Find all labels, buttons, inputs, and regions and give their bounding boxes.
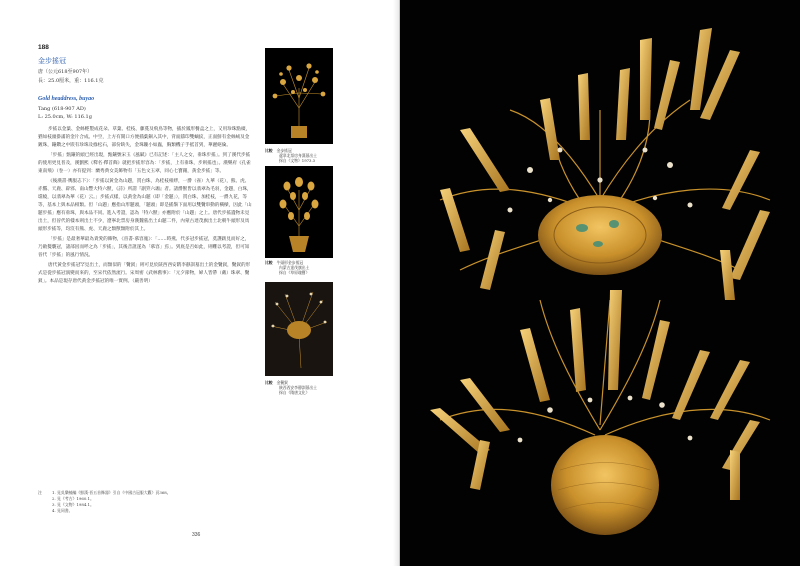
page-folio: 336 bbox=[192, 532, 201, 538]
caption-line: 遼寧北票房身漢墓出土 bbox=[279, 153, 317, 159]
size-en: L: 25.0cm, W: 116.1g bbox=[38, 114, 92, 120]
right-page bbox=[400, 0, 800, 566]
dynasty-en: Tang (618-907 AD) bbox=[38, 106, 86, 112]
dynasty-zh: 唐（公元618至907年） bbox=[38, 69, 93, 75]
footnotes bbox=[38, 490, 268, 514]
comparison-image-3 bbox=[265, 282, 333, 376]
caption-line: 採自《隋唐文化》 bbox=[279, 390, 310, 396]
footnote: 1. 見吳樂楠編《鮮漢·晉五首飾器》引自《中國古冠服大觀》頁368。 bbox=[52, 490, 171, 495]
object-title-zh: 金步搖冠 bbox=[38, 57, 66, 65]
caption-line: 採自《文物》1973.3 bbox=[279, 158, 316, 164]
headdress-back-view bbox=[430, 290, 770, 535]
caption-3 bbox=[265, 380, 317, 396]
paragraph: 步搖以金葉、金絲輕製成花朵、草葉、桂枝、藤蔓及飛鳥等物，插於鳳形餐盒之上，又用珍珠點綴，猶如枝頭掛滿的金片合成。中空，上方有開口方便插葉銅入其中，背面鑄印雙螭紋，正面鮮有金絲絨及金鍍珠，鑲鑽之中嵌有珍珠及綠松石，部份缺失，金珠鏤小如蟲，胸類機子手抵首到，華麗絕倫。 bbox=[38, 127, 251, 148]
footnote: 3. 見《文物》1984.1。 bbox=[52, 502, 94, 507]
footnote: 4. 見同書。 bbox=[52, 508, 73, 513]
object-title-en: Gold headdress, buyao bbox=[38, 96, 95, 102]
caption-label: 比較 bbox=[265, 260, 273, 265]
paragraph: 「步搖」是最奢華最為貴愛的飾物，《晉書·慕容廆》：「……時燕、代多冠步搖冠，莫護跋見而好之，乃斂髮襲冠，諸部因而呼之為「步搖」，其後音訛遂為「慕容」焉」。到底是否如此，則難以考證，但可知晉代「步搖」的風行情況。 bbox=[38, 237, 250, 258]
caption-line: 內蒙古達茂旗出土 bbox=[279, 265, 310, 271]
paragraph: 《後漢書·輿服志下》：「步搖以黃金為山題，貫白珠，為桂枝相繆，一爵（雀）九華（花），熊、虎、赤羆、天鹿、辟邪、南山豐大特六獸，《詩》所謂『副笄六珈』者。諸爵獸皆以翡翠為毛羽，金題，白珠，璫繞，以翡翠為華（花）云。」步搖式樣，以黃金為山題（即「金題」），貫白珠，加桂枝，一爵九花，等等，基本上與本品相類。但「山題」應指山形題頭，「題頭」即是插鬚下面用以雙鬢串動的橫樑，因此「山題步搖」應有垂珠，與本品不同。進入考證，認為「特六獸」亦應附於「山題」之上。唐代步搖遺物未見出土，但晉代的樣本則出土不少，遼寧北票房身漢魏墓出土山題二件，內蒙古達茂旗出土北朝牛頭形及馬頭形步搖等，均沒有熊、虎、天鹿之類獸類附於其上。 bbox=[38, 179, 252, 232]
caption-2 bbox=[265, 260, 309, 276]
paragraph: 「步搖」甄鑲的頭已經出現，甄鑲號宋玉《風賦》已有記述：「主人之女，垂珠步搖」。到了漢代步搖的使用更見普及，漢劉熙《釋名·釋首飾》就把步搖形容為：「步搖，上有垂珠，步則搖也」。漢樂府《孔雀東南飛》（卷一）亦有提到：蘭秀典女美飾物有「五色文玉翠，同心七寶鈿，黃金步搖」等。 bbox=[38, 153, 251, 174]
gold-headdress-photo bbox=[400, 0, 800, 566]
caption-line: 牛頭形金步搖冠 bbox=[276, 260, 304, 265]
caption-1 bbox=[265, 148, 317, 164]
caption-label: 比較 bbox=[265, 380, 273, 385]
caption-line: 金鬢釵 bbox=[276, 380, 288, 385]
comparison-image-1 bbox=[265, 48, 333, 144]
caption-line: 陝西西安李靜訓墓出土 bbox=[279, 385, 317, 391]
caption-line: 金步搖冠 bbox=[276, 148, 292, 153]
gold-leaf-tree-illustration bbox=[265, 166, 333, 258]
gold-hairpin-illustration bbox=[265, 282, 333, 376]
comparison-image-2 bbox=[265, 166, 333, 258]
headdress-front-view bbox=[440, 28, 770, 300]
size-zh: 長：25.0厘米，重：116.1克 bbox=[38, 78, 104, 84]
paragraph: 唐代黃金步搖冠罕見出土，而類似的「鬢釵」則可見於陝西西安隋李靜訓墓出土的金鬢釵，鬢釵的形式是從步搖冠演變而來的，至宋代依然流行。宋周密《武林舊事》：「元夕節物，婦人皆帶（戴）珠翠、鬢釵」。本品是現存唐代黃金步搖冠的唯一實例。（嚴善明） bbox=[38, 263, 251, 284]
footnote: 2. 見《考古》1960.1。 bbox=[52, 496, 94, 501]
caption-label: 比較 bbox=[265, 148, 273, 153]
body-text bbox=[38, 126, 253, 288]
catalogue-number: 188 bbox=[38, 44, 49, 51]
caption-line: 採自《草原瑰寶》 bbox=[279, 270, 310, 276]
notes-label: 注 bbox=[38, 490, 42, 495]
gold-tree-headdress-illustration bbox=[265, 48, 333, 144]
